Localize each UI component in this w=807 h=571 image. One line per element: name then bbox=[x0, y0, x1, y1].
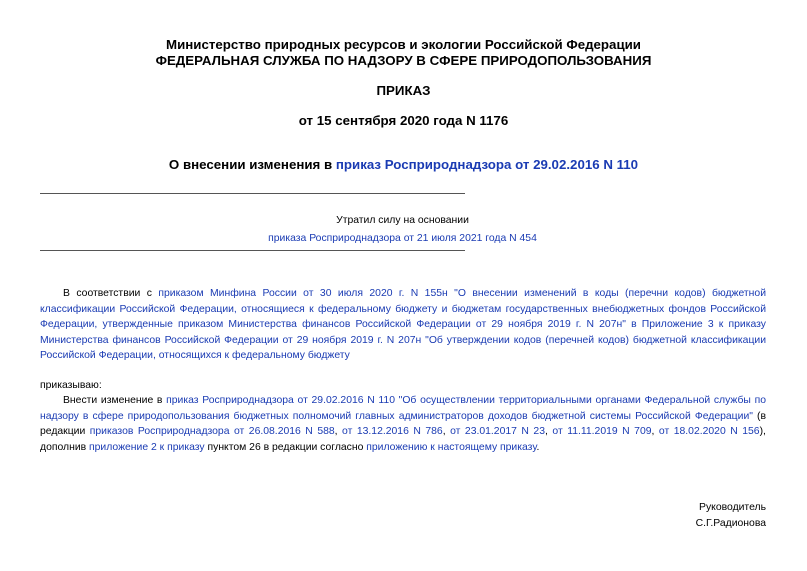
order-link-main[interactable]: приказ Росприроднадзора от 29.02.2016 N 110 "Об осуществлении территориальными органами Федеральной службы по надзору в сфере природопользования бюджетных полномочий главных администраторов доходов бюджетной системы Российской Федерации" bbox=[40, 395, 766, 422]
order-text: Внести изменение в bbox=[63, 395, 167, 406]
preamble-paragraph bbox=[40, 286, 766, 364]
order-text: , bbox=[334, 426, 343, 438]
status-block bbox=[40, 213, 765, 247]
title-prefix: О внесении изменения в bbox=[168, 157, 336, 172]
status-line: Утратил силу на основании bbox=[336, 215, 469, 226]
order-link-156[interactable]: от 18.02.2020 N 156 bbox=[658, 426, 760, 438]
order-link-appendix[interactable]: приложению к настоящему приказу bbox=[366, 441, 537, 453]
order-link-23[interactable]: от 23.01.2017 N 23 bbox=[450, 426, 545, 438]
order-link-786[interactable]: от 13.12.2016 N 786 bbox=[342, 426, 443, 438]
status-link[interactable]: приказа Росприроднадзора от 21 июля 2021 года N 454 bbox=[268, 233, 537, 244]
preamble-link[interactable]: приказом Минфина России от 30 июля 2020 г. N 155н "О внесении изменений в коды (перечни кодов) бюджетной классификации Российской Федерации, относящиеся к федеральному бюджету и бюджетам государственных внебюджетных фондов Российской Федерации, утвержденные приказом Министерства финансов Российской Федерации от 29 ноября 2019 г. N 207н" в Приложение 3 к приказу Министерства финансов Российской Федерации от 29 ноября 2019 г. N 207н "Об утверждении кодов (перечней кодов) бюджетной классификации Российской Федерации, относящихся к федеральному бюджету bbox=[40, 288, 767, 362]
order-text: (в редакции bbox=[40, 410, 766, 438]
status-divider-bottom bbox=[40, 250, 465, 251]
order-link-709[interactable]: от 11.11.2019 N 709 bbox=[552, 426, 652, 438]
order-text: , bbox=[545, 426, 553, 438]
preamble-text: В соответствии с bbox=[63, 288, 159, 299]
order-text: ), дополнив bbox=[40, 426, 766, 453]
document-title bbox=[0, 157, 807, 172]
signature-name: С.Г.Радионова bbox=[695, 518, 766, 529]
order-text: , bbox=[651, 426, 659, 438]
order-text: , bbox=[442, 426, 451, 438]
order-text: . bbox=[536, 441, 540, 453]
signature-position: Руководитель bbox=[699, 502, 766, 513]
order-word: приказываю: bbox=[40, 380, 102, 391]
order-paragraph bbox=[40, 393, 766, 455]
order-text: пунктом 26 в редакции согласно bbox=[204, 441, 367, 453]
document-date-number: от 15 сентября 2020 года N 1176 bbox=[298, 113, 509, 128]
document-type: ПРИКАЗ bbox=[376, 83, 431, 98]
status-divider-top bbox=[40, 193, 465, 194]
ministry-name: Министерство природных ресурсов и экологии Российской Федерации bbox=[166, 37, 641, 52]
order-link-588[interactable]: приказов Росприроднадзора от 26.08.2016 N 588 bbox=[89, 426, 335, 438]
title-link[interactable]: приказ Росприроднадзора от 29.02.2016 N 110 bbox=[335, 157, 639, 172]
service-name: ФЕДЕРАЛЬНАЯ СЛУЖБА ПО НАДЗОРУ В СФЕРЕ ПРИРОДОПОЛЬЗОВАНИЯ bbox=[155, 53, 652, 68]
order-link-appendix-2[interactable]: приложение 2 к приказу bbox=[89, 441, 205, 453]
